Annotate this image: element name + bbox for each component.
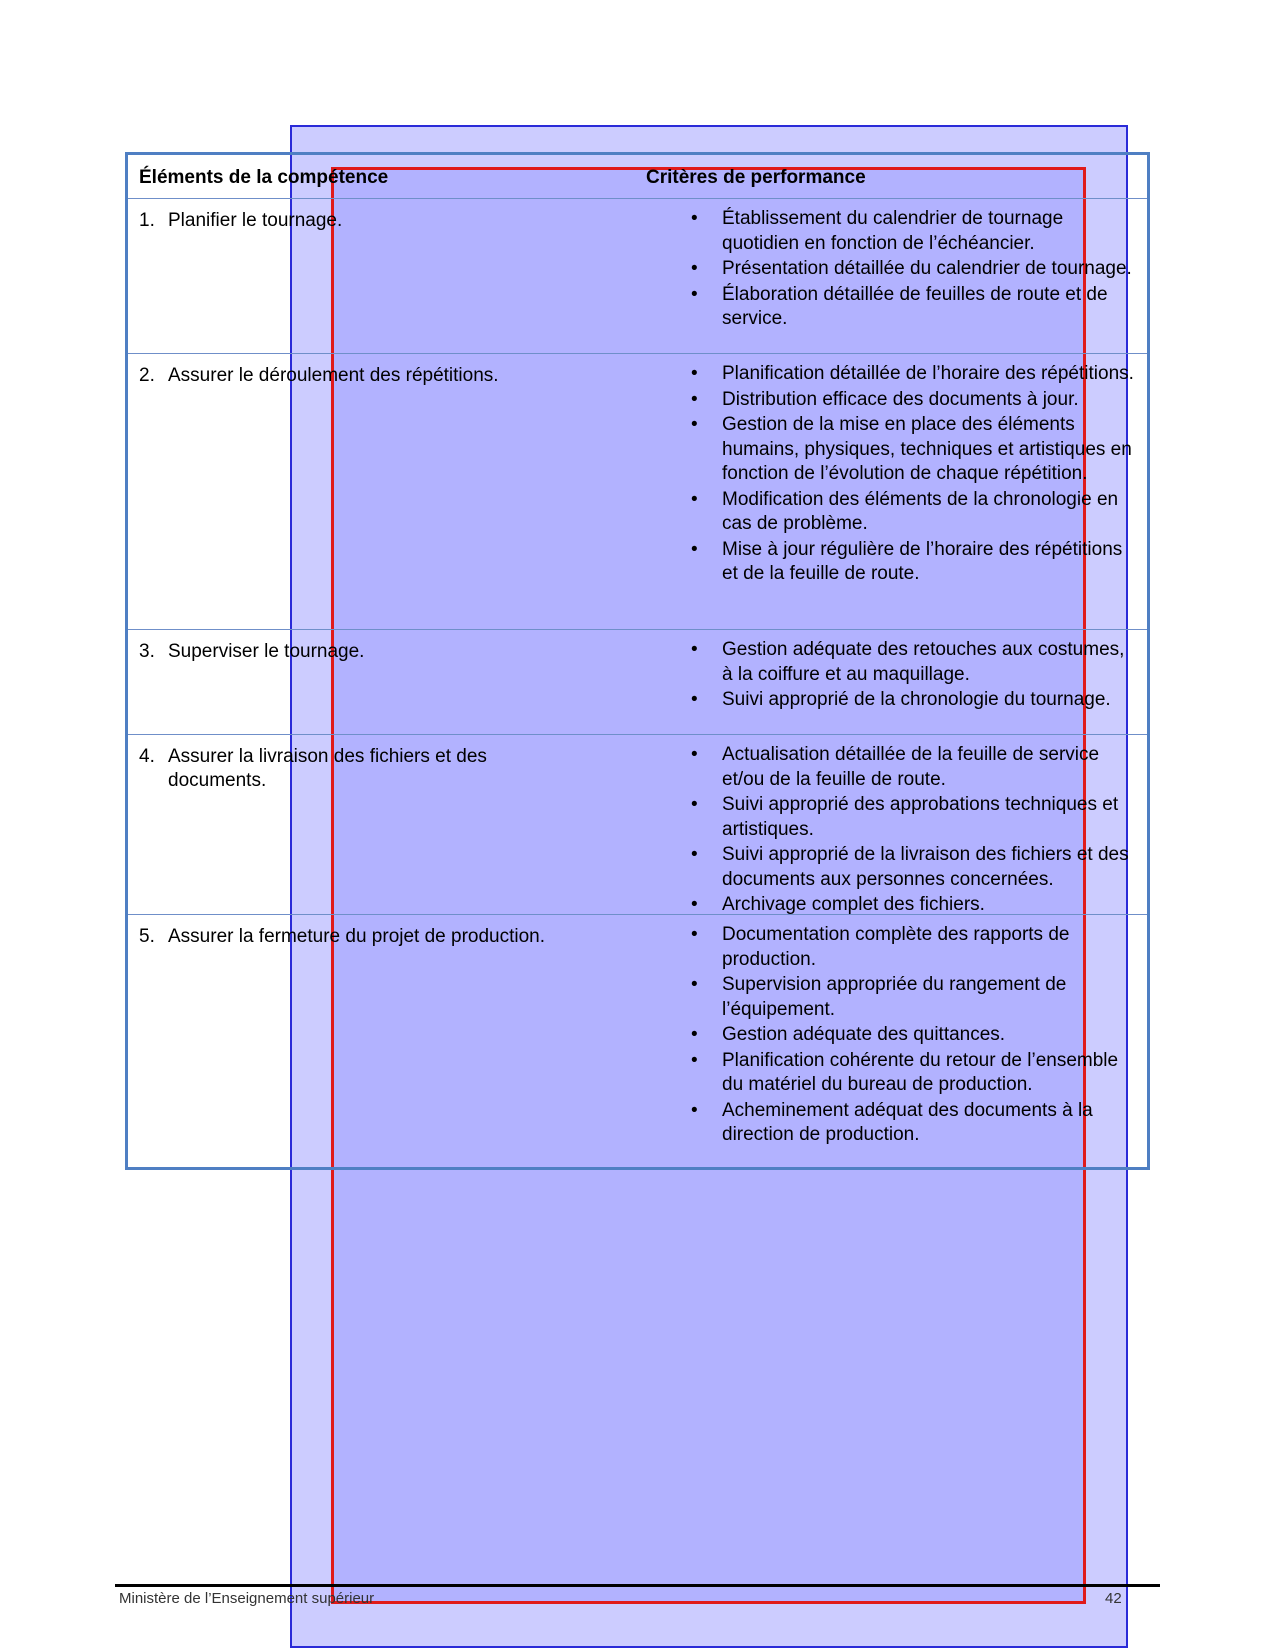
competency-element	[139, 364, 699, 388]
competency-element	[139, 745, 699, 793]
criterion-text: Actualisation détaillée de la feuille de service et/ou de la feuille de route.	[722, 744, 1100, 790]
list-item	[684, 283, 1134, 332]
criterion-text: Suivi approprié de la chronologie du tournage.	[722, 689, 1111, 710]
bullet-icon: •	[691, 363, 698, 384]
criterion-text: Présentation détaillée du calendrier de tournage.	[722, 258, 1132, 279]
element-number: 4.	[139, 746, 155, 767]
bullet-icon: •	[691, 1049, 698, 1071]
header-criteria: Critères de performance	[646, 167, 866, 188]
element-text: Planifier le tournage.	[168, 210, 343, 231]
criterion-text: Documentation complète des rapports de production.	[722, 924, 1070, 970]
element-number: 1.	[139, 210, 155, 231]
footer-ministry: Ministère de l’Enseignement supérieur	[119, 1590, 375, 1607]
table-row	[128, 354, 1147, 630]
list-item	[684, 893, 1134, 918]
bullet-icon: •	[691, 414, 698, 435]
bullet-icon: •	[691, 283, 698, 305]
criterion-text: Gestion adéquate des retouches aux costumes, à la coiffure et au maquillage.	[722, 639, 1125, 685]
list-item	[684, 743, 1134, 792]
table-row	[128, 735, 1147, 915]
list-item	[684, 638, 1134, 687]
list-item	[684, 413, 1134, 487]
criterion-text: Élaboration détaillée de feuilles de route et de service.	[722, 283, 1108, 329]
list-item	[684, 388, 1134, 413]
bullet-icon: •	[691, 1024, 698, 1045]
list-item	[684, 207, 1134, 256]
criterion-text: Supervision appropriée du rangement de l’équipement.	[722, 974, 1067, 1020]
element-text: Superviser le tournage.	[168, 641, 365, 662]
list-item	[684, 923, 1134, 972]
element-number: 2.	[139, 365, 155, 386]
bullet-icon: •	[691, 844, 698, 865]
list-item	[684, 362, 1134, 387]
criterion-text: Suivi approprié des approbations techniques et artistiques.	[722, 794, 1119, 840]
table-header-row	[128, 155, 1147, 199]
competency-element	[139, 925, 699, 949]
bullet-icon: •	[691, 488, 698, 510]
header-elements: Éléments de la compétence	[139, 167, 389, 188]
criterion-text: Planification cohérente du retour de l’ensemble du matériel du bureau de production.	[722, 1049, 1119, 1095]
criteria-list	[684, 923, 1134, 1149]
bullet-icon: •	[691, 1099, 698, 1121]
competency-element	[139, 640, 699, 664]
bullet-icon: •	[691, 894, 698, 915]
bullet-icon: •	[691, 258, 698, 279]
bullet-icon: •	[691, 639, 698, 660]
list-item	[684, 1023, 1134, 1048]
element-text: Assurer le déroulement des répétitions.	[168, 365, 499, 386]
list-item	[684, 1049, 1134, 1098]
bullet-icon: •	[691, 208, 698, 229]
footer-divider	[115, 1584, 1160, 1587]
bullet-icon: •	[691, 974, 698, 995]
list-item	[684, 538, 1134, 587]
table-row	[128, 630, 1147, 735]
bullet-icon: •	[691, 924, 698, 945]
criterion-text: Distribution efficace des documents à jour.	[722, 388, 1079, 410]
list-item	[684, 488, 1134, 537]
criterion-text: Suivi approprié de la livraison des fichiers et des documents aux personnes concernées.	[722, 844, 1129, 890]
criteria-list	[684, 638, 1134, 714]
criteria-list	[684, 362, 1134, 588]
criterion-text: Mise à jour régulière de l’horaire des répétitions et de la feuille de route.	[722, 538, 1123, 584]
page-number: 42	[1105, 1590, 1122, 1607]
bullet-icon: •	[691, 744, 698, 765]
table-row	[128, 199, 1147, 354]
criterion-text: Archivage complet des fichiers.	[722, 894, 985, 915]
criteria-list	[684, 743, 1134, 919]
element-text: Assurer la fermeture du projet de production.	[168, 926, 546, 947]
list-item	[684, 793, 1134, 842]
element-number: 5.	[139, 926, 155, 947]
criterion-text: Gestion de la mise en place des éléments humains, physiques, techniques et artistiques en fonction de l’évolution de chaque répétition.	[722, 414, 1132, 484]
bullet-icon: •	[691, 689, 698, 710]
list-item	[684, 257, 1134, 282]
element-number: 3.	[139, 641, 155, 662]
criterion-text: Modification des éléments de la chronologie en cas de problème.	[722, 488, 1119, 534]
criterion-text: Planification détaillée de l’horaire des répétitions.	[722, 363, 1134, 384]
list-item	[684, 1099, 1134, 1148]
criterion-text: Gestion adéquate des quittances.	[722, 1024, 1006, 1045]
bullet-icon: •	[691, 538, 698, 560]
bullet-icon: •	[691, 388, 698, 410]
competency-element	[139, 209, 699, 233]
list-item	[684, 843, 1134, 892]
list-item	[684, 688, 1134, 713]
criterion-text: Établissement du calendrier de tournage quotidien en fonction de l’échéancier.	[722, 208, 1064, 254]
bullet-icon: •	[691, 794, 698, 815]
criteria-list	[684, 207, 1134, 333]
criterion-text: Acheminement adéquat des documents à la direction de production.	[722, 1099, 1093, 1145]
element-text: Assurer la livraison des fichiers et des documents.	[168, 746, 487, 791]
competency-table	[125, 152, 1150, 1170]
table-row	[128, 915, 1147, 1167]
list-item	[684, 973, 1134, 1022]
